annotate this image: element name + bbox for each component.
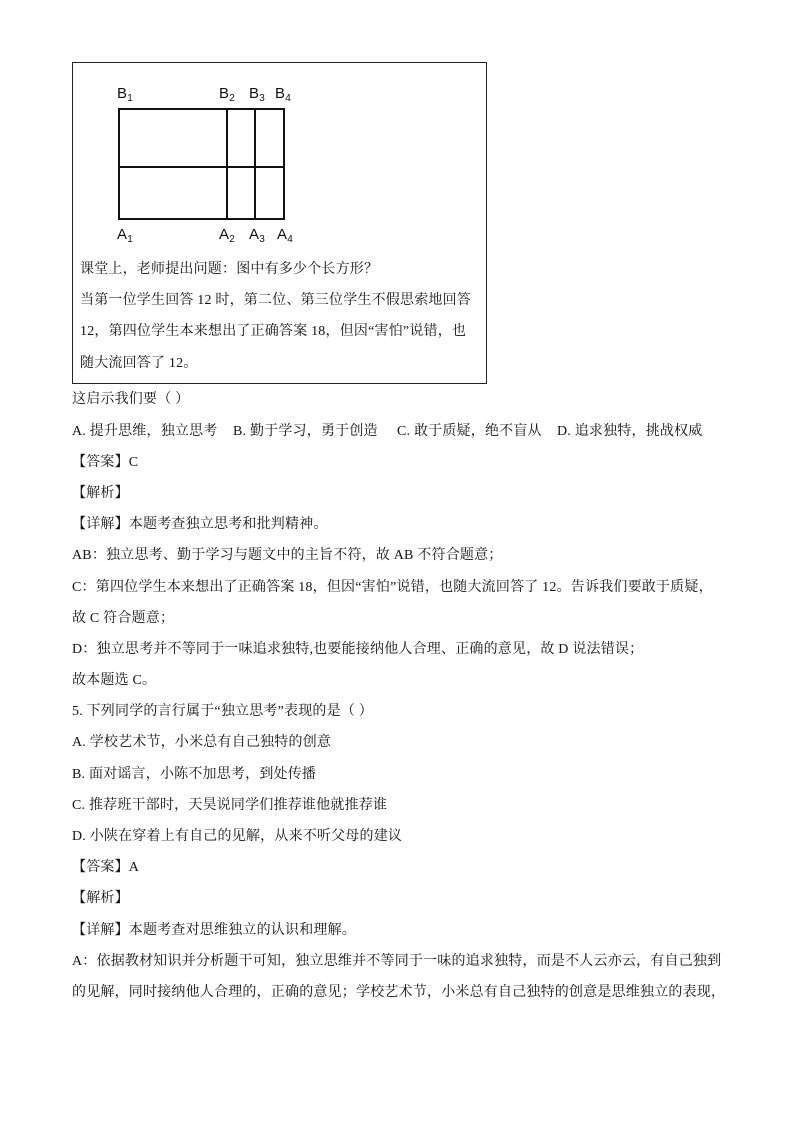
case-text-line: 12，第四位学生本来想出了正确答案 18，但因“害怕”说错，也: [80, 324, 467, 340]
case-text-line: 当第一位学生回答 12 时，第二位、第三位学生不假思索地回答: [80, 293, 471, 309]
q5-explanation-line: 的见解，同时接纳他人合理的，正确的意见；学校艺术节，小米总有自己独特的创意是思维独立的表现，: [72, 984, 726, 1000]
q4-explanation-line: D：独立思考并不等同于一味追求独特,也要能接纳他人合理、正确的意见，故 D 说法错误；: [72, 641, 644, 657]
case-text-line: 随大流回答了 12。: [80, 355, 198, 371]
label-a2: $A_2$: [219, 226, 235, 245]
case-material-box: [72, 62, 487, 384]
q5-answer: 【答案】A: [72, 860, 140, 876]
q5-option-d: D. 小陕在穿着上有自己的见解，从来不听父母的建议: [72, 829, 403, 845]
q4-explanation-line: C：第四位学生本来想出了正确答案 18，但因“害怕”说错，也随大流回答了 12。告诉我们要敢于质疑，: [72, 579, 713, 595]
q4-option-c: C. 敢于质疑，绝不盲从: [397, 423, 542, 439]
q5-option-c: C. 推荐班干部时，天昊说同学们推荐谁他就推荐谁: [72, 797, 388, 813]
label-a1: $A_1$: [117, 226, 133, 245]
q4-explanation-line: 故 C 符合题意；: [72, 610, 175, 626]
label-b4: $B_4$: [275, 85, 291, 104]
label-b1: $B_1$: [117, 85, 133, 104]
q4-explanation-line: AB：独立思考、勤于学习与题文中的主旨不符，故 AB 不符合题意；: [72, 548, 503, 564]
label-a4: $A_4$: [277, 226, 293, 245]
q4-option-d: D. 追求独特，挑战权威: [557, 423, 703, 439]
outer-rectangle: [119, 109, 284, 219]
q4-analysis-label: 【解析】: [72, 485, 129, 501]
case-text-line: 课堂上，老师提出问题：图中有多少个长方形？: [80, 262, 379, 277]
case-text: [80, 254, 471, 379]
q4-option-b: B. 勤于学习，勇于创造: [233, 423, 378, 439]
q5-stem: 5. 下列同学的言行属于“独立思考”表现的是（ ）: [72, 704, 373, 720]
q4-option-a: A. 提升思维，独立思考: [72, 423, 218, 439]
label-b2: $B_2$: [219, 85, 235, 104]
q4-stem: 这启示我们要（ ）: [72, 392, 190, 408]
q5-explanation-line: A：依据教材知识并分析题干可知，独立思维并不等同于一味的追求独特，而是不人云亦云，有自己独到: [72, 953, 722, 969]
question-content: [72, 384, 725, 1008]
q5-analysis-label: 【解析】: [72, 891, 129, 907]
q5-option-b: B. 面对谣言，小陈不加思考，到处传播: [72, 766, 317, 782]
label-b3: $B_3$: [249, 85, 265, 104]
label-a3: $A_3$: [249, 226, 265, 245]
rectangle-figure: [73, 63, 486, 253]
q4-options: [72, 416, 725, 447]
q4-explanation-line: 【详解】本题考查独立思考和批判精神。: [72, 517, 328, 533]
q4-explanation-line: 故本题选 C。: [72, 673, 157, 689]
q4-answer: 【答案】C: [72, 454, 139, 470]
q5-explanation-line: 【详解】本题考查对思维独立的认识和理解。: [72, 922, 356, 938]
q5-option-a: A. 学校艺术节，小米总有自己独特的创意: [72, 735, 332, 751]
